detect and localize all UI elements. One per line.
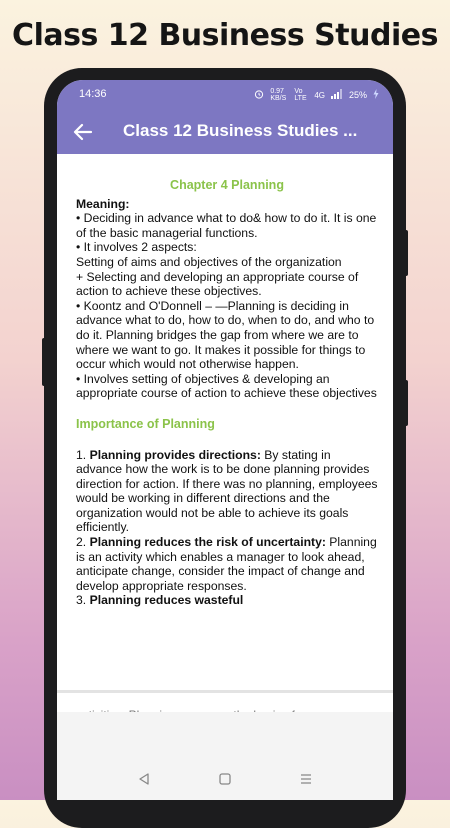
- point-title: Planning provides directions:: [89, 447, 261, 462]
- signal-icon: [331, 89, 343, 101]
- point-number: 1.: [76, 447, 90, 462]
- point-text: By stating in advance how the work is to be done planning provides direction for action. If there was no planning, employees would be working in different directions and the organization would not be able to achieve its goals efficiently.: [76, 447, 378, 535]
- meaning-line: • Involves setting of objectives & developing an appropriate course of action to achieve these objectives: [76, 371, 377, 401]
- article-content: [76, 178, 378, 608]
- battery-charging-icon: [373, 89, 379, 101]
- phone-volume-button: [404, 380, 408, 426]
- chapter-title: Chapter 4 Planning: [170, 178, 284, 192]
- importance-point: [76, 593, 378, 608]
- importance-point: [76, 448, 378, 536]
- phone-volume-button: [404, 230, 408, 276]
- content-divider: [57, 690, 393, 693]
- point-number: 2.: [76, 535, 90, 550]
- network-type: 4G: [314, 90, 325, 100]
- status-bar: [57, 80, 393, 110]
- meaning-label: Meaning:: [76, 196, 130, 211]
- app-bar: [57, 110, 393, 154]
- meaning-line: + Selecting and developing an appropriate course of action to achieve these objectives.: [76, 269, 359, 299]
- net-speed: 0.97 KB/S: [270, 88, 287, 102]
- phone-side-button: [42, 338, 46, 386]
- meaning-line: • It involves 2 aspects:: [76, 240, 197, 255]
- meaning-line: • Koontz and O'Donnell – —Planning is deciding in advance what to do, how to do, when to do, and who to do it. Planning bridges the gap from where we are to where we want to go. It makes it possible for things to occur which would not otherwise happen.: [76, 298, 375, 372]
- battery-level: 25%: [348, 90, 367, 100]
- point-number: 3.: [76, 593, 90, 608]
- point-title: Planning reduces wasteful: [89, 593, 244, 608]
- importance-point: [76, 535, 378, 593]
- meaning-line: • Deciding in advance what to do& how to do it. It is one of the basic managerial functions.: [76, 211, 377, 240]
- section-heading: Importance of Planning: [76, 416, 215, 431]
- meaning-line: Setting of aims and objectives of the organization: [76, 254, 342, 269]
- status-time: 14:36: [79, 88, 107, 100]
- arrow-left-icon[interactable]: [71, 120, 95, 144]
- nav-back-icon[interactable]: [137, 772, 151, 786]
- alarm-icon: [254, 89, 264, 101]
- point-title: Planning reduces the risk of uncertainty:: [89, 535, 326, 550]
- nav-menu-icon[interactable]: [299, 772, 313, 786]
- page-title: Class 12 Business Studies ...: [123, 121, 358, 140]
- volte-badge: Vo LTE: [294, 88, 307, 102]
- nav-home-icon[interactable]: [218, 772, 232, 786]
- point-text: Planning is an activity which enables a manager to look ahead, anticipate change, consider the impact of change and develop appropriate responses.: [76, 535, 377, 593]
- navigation-bar: [57, 712, 393, 800]
- promo-headline: Class 12 Business Studies: [12, 18, 438, 53]
- phone-screen: [57, 80, 393, 800]
